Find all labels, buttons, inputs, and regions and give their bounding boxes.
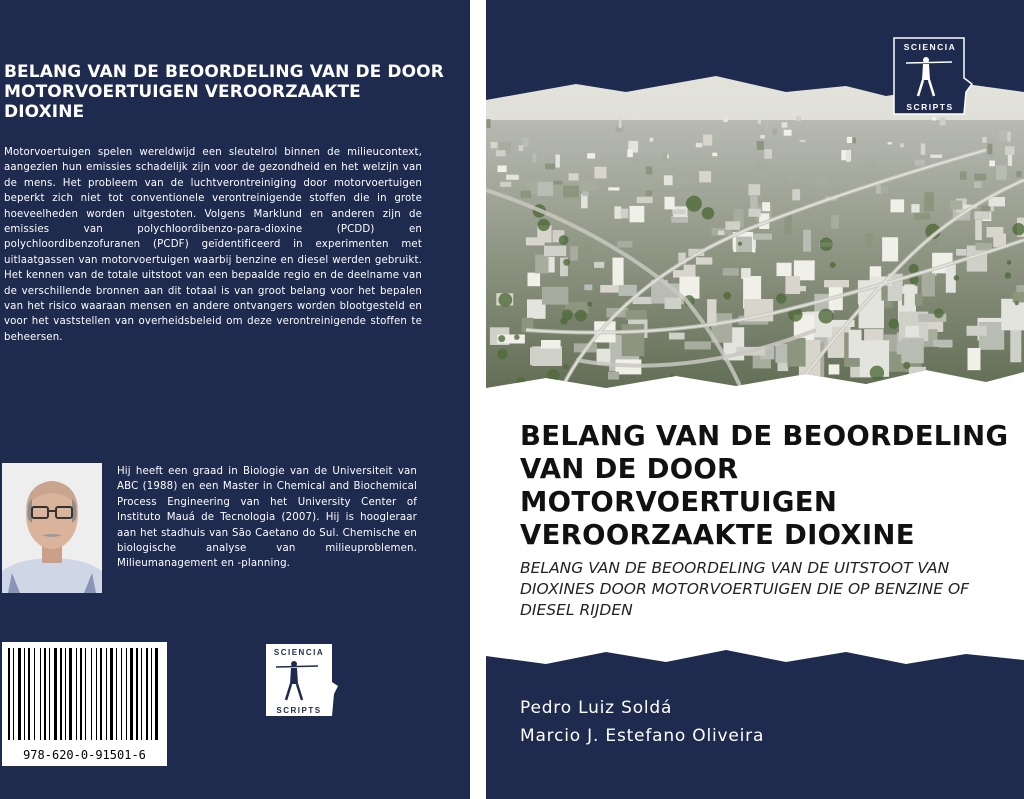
author-name: Marcio J. Estefano Oliveira bbox=[520, 726, 765, 746]
front-cover bbox=[486, 0, 1024, 799]
author-bio: Hij heeft een graad in Biologie van de Universiteit van ABC (1988) en een Master in Chemical and Biochemical Process Engineering van het University Center of Instituto Mauá de Tecnologia (2007). Hij is hoogleraar aan het stadhuis van São Caetano do Sul. Chemische en biologische analyse van milieuproblemen. Milieumanagement en -planning. bbox=[117, 466, 417, 570]
back-cover bbox=[0, 0, 470, 799]
author-name: Pedro Luiz Soldá bbox=[520, 698, 673, 718]
front-cover-title: BELANG VAN DE BEOORDELING VAN DE DOOR MOTORVOERTUIGEN VEROORZAAKTE DIOXINE bbox=[520, 420, 1009, 551]
logo-text-bottom: SCRIPTS bbox=[906, 102, 954, 112]
author-list bbox=[520, 694, 764, 750]
logo-text-bottom: SCRIPTS bbox=[276, 706, 322, 715]
logo-text-top: SCIENCIA bbox=[273, 648, 325, 657]
publisher-logo bbox=[890, 36, 974, 116]
city-highway-photo bbox=[486, 0, 1024, 799]
publisher-logo bbox=[260, 642, 340, 718]
front-cover-subtitle: BELANG VAN DE BEOORDELING VAN DE UITSTOOT VAN DIOXINES DOOR MOTORVOERTUIGEN DIE OP BENZINE OF DIESEL RIJDEN bbox=[520, 559, 970, 619]
spine bbox=[470, 0, 486, 799]
logo-text-top: SCIENCIA bbox=[903, 42, 957, 52]
barcode bbox=[2, 642, 167, 766]
isbn-number: 978-620-0-91501-6 bbox=[23, 748, 146, 762]
back-cover-title: BELANG VAN DE BEOORDELING VAN DE DOOR MOTORVOERTUIGEN VEROORZAAKTE DIOXINE bbox=[4, 62, 444, 122]
author-photo bbox=[2, 463, 102, 593]
back-cover-blurb: Motorvoertuigen spelen wereldwijd een sleutelrol binnen de milieucontext, aangezien hun emissies schadelijk zijn voor de gezondheid en het welzijn van de mens. Het probleem van de luchtverontreiniging door motorvoertuigen beperkt zich niet tot conventionele verontreinigende stoffen die in grote hoeveelheden worden uitgestoten. Volgens Marklund en anderen zijn de emissies van polychloordibenzo-para-dioxine (PCDD) en polychloordibenzofuranen (PCDF) geïdentificeerd in experimenten met uitlaatgassen van motorvoertuigen waarbij benzine en diesel werden gebruikt. Het kennen van de totale uitstoot van een bepaalde regio en de deelname van de verschillende bronnen aan dit totaal is van groot belang voor het bepalen van het risico waaraan mensen en andere ontvangers worden blootgesteld en voor het vaststellen van overheidsbeleid om deze verontreinigende stoffen te beheersen. bbox=[4, 147, 422, 343]
